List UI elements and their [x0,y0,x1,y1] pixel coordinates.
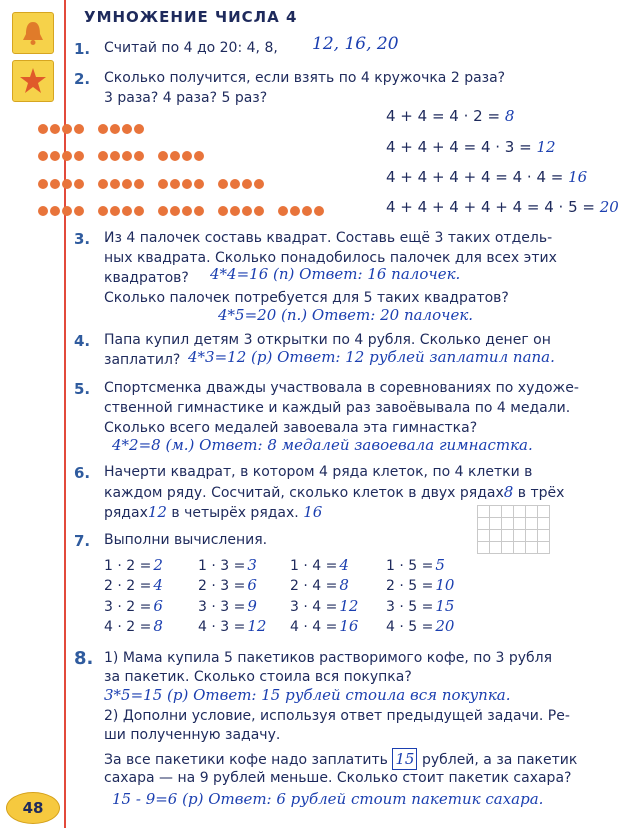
task-1-text: Считай по 4 до 20: 4, 8, [104,40,278,56]
task-7-text: Выполни вычисления. [104,532,268,548]
task-8-answer-2: 15 - 9=6 (р) Ответ: 6 рублей стоит пакетик сахара. [112,790,544,808]
calc-item: 3 · 4 = 12 [290,597,359,615]
task-4-line2: заплатил? [104,352,181,368]
dots-row-5 [38,206,324,216]
task-4-line1: Папа купил детям 3 открытки по 4 рубля. Сколько денег он [104,332,551,348]
calc-item: 2 · 5 = 10 [386,576,455,594]
dots-row-3 [38,151,204,161]
task-8-p2b: ши полученную задачу. [104,727,281,743]
calc-item: 4 · 5 = 20 [386,617,455,635]
dots-row-2 [38,124,144,134]
task-6-line2: каждом ряду. Сосчитай, сколько клеток в двух рядах8 в трёх [104,483,565,501]
drawn-square-grid [477,505,550,554]
task-3-line1: Из 4 палочек составь квадрат. Составь ещё 3 таких отдель- [104,230,553,246]
calc-item: 3 · 3 = 9 [198,597,257,615]
calc-item: 3 · 2 = 6 [104,597,163,615]
task-7-number: 7. [74,532,91,550]
dots-row-4 [38,179,264,189]
task-6-number: 6. [74,464,91,482]
task-1-number: 1. [74,40,91,58]
equation-4: 4 + 4 + 4 + 4 + 4 = 4 · 5 = 20 [386,198,619,216]
task-3-number: 3. [74,230,91,248]
task-1-answer: 12, 16, 20 [312,34,399,54]
task-2-line2: 3 раза? 4 раза? 5 раз? [104,90,268,106]
calc-item: 4 · 3 = 12 [198,617,267,635]
calc-item: 3 · 5 = 15 [386,597,455,615]
task-3-answer-2: 4*5=20 (п.) Ответ: 20 палочек. [218,306,474,324]
task-8-p2a: 2) Дополни условие, используя ответ предыдущей задачи. Ре- [104,708,570,724]
task-4-answer: 4*3=12 (р) Ответ: 12 рублей заплатил папа. [188,348,555,366]
calc-item: 1 · 5 = 5 [386,556,445,574]
task-5-line2: ственной гимнастике и каждый раз завоёвывала по 4 медали. [104,400,571,416]
bell-icon [12,12,54,54]
task-8-p3b: сахара — на 9 рублей меньше. Сколько стоит пакетик сахара? [104,770,572,786]
task-4-number: 4. [74,332,91,350]
equation-2: 4 + 4 + 4 = 4 · 3 = 12 [386,138,556,156]
task-3-answer-1: 4*4=16 (п) Ответ: 16 палочек. [210,265,461,283]
task-5-line3: Сколько всего медалей завоевала эта гимнастка? [104,420,478,436]
task-8-p1b: за пакетик. Сколько стоила вся покупка? [104,669,412,685]
equation-1: 4 + 4 = 4 · 2 = 8 [386,107,515,125]
calc-item: 1 · 3 = 3 [198,556,257,574]
calc-item: 1 · 4 = 4 [290,556,349,574]
task-3-line2: ных квадрата. Сколько понадобилось палочек для всех этих [104,250,557,266]
calc-item: 4 · 2 = 8 [104,617,163,635]
task-2-line1: Сколько получится, если взять по 4 кружочка 2 раза? [104,70,506,86]
task-6-line3: рядах12 в четырёх рядах. 16 [104,503,323,521]
calc-item: 4 · 4 = 16 [290,617,359,635]
task-5-line1: Спортсменка дважды участвовала в соревнованиях по художе- [104,380,579,396]
task-8-p1a: 1) Мама купила 5 пакетиков растворимого кофе, по 3 рубля [104,650,552,666]
task-5-answer: 4*2=8 (м.) Ответ: 8 медалей завоевала гимнастка. [112,436,533,454]
calc-item: 2 · 4 = 8 [290,576,349,594]
answer-box: 15 [392,748,417,770]
task-5-number: 5. [74,380,91,398]
equation-3: 4 + 4 + 4 + 4 = 4 · 4 = 16 [386,168,588,186]
page-number: 48 [6,792,60,824]
star-icon [12,60,54,102]
task-6-line1: Начерти квадрат, в котором 4 ряда клеток, по 4 клетки в [104,464,533,480]
task-8-p3a: За все пакетики кофе надо заплатить 15 рублей, а за пакетик [104,750,578,768]
page-title: УМНОЖЕНИЕ ЧИСЛА 4 [84,8,298,26]
task-3-line3: квадратов? [104,270,189,286]
calc-item: 2 · 3 = 6 [198,576,257,594]
task-2-number: 2. [74,70,91,88]
calc-item: 1 · 2 = 2 [104,556,163,574]
calc-item: 2 · 2 = 4 [104,576,163,594]
task-3-line4: Сколько палочек потребуется для 5 таких квадратов? [104,290,509,306]
task-8-answer-1: 3*5=15 (р) Ответ: 15 рублей стоила вся покупка. [104,686,511,704]
task-8-number: 8. [74,648,94,669]
